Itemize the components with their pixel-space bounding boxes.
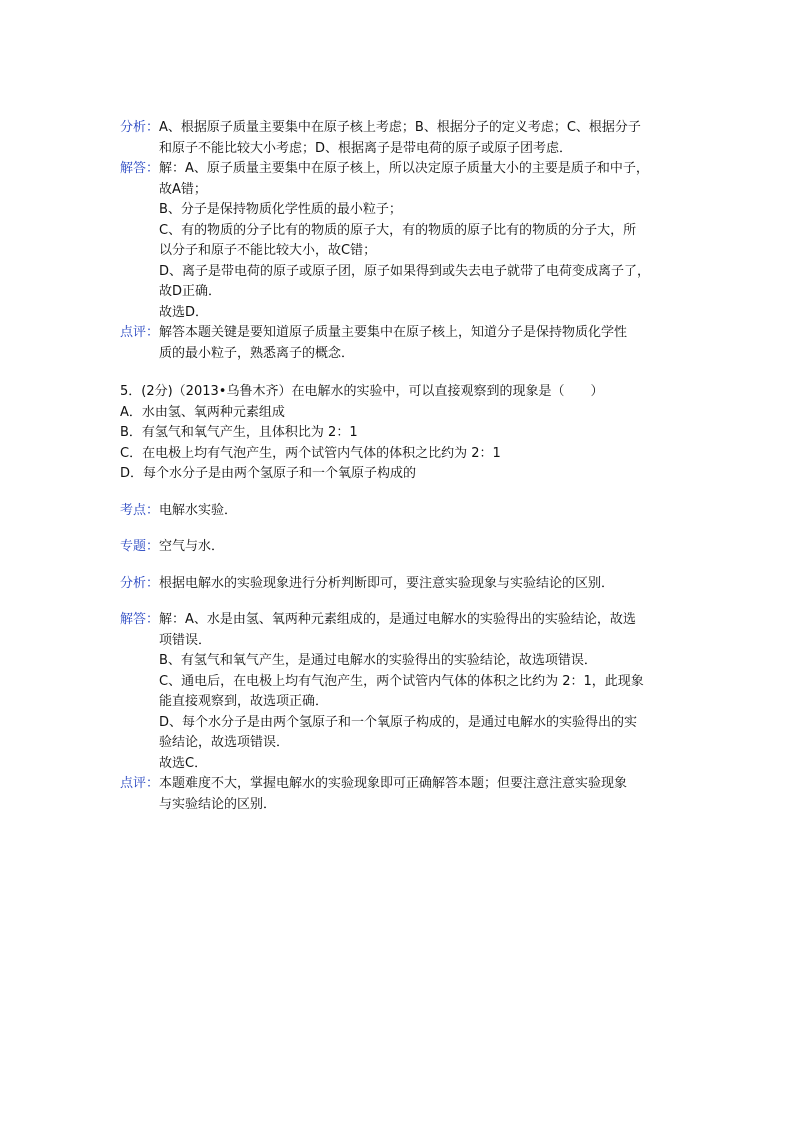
zhuanti-text: 空气与水． (159, 539, 225, 554)
comment-line: 与实验结论的区别． (159, 796, 277, 812)
option-c: C．在电极上均有气泡产生，两个试管内气体的体积之比约为 2：1 (120, 445, 501, 461)
comment-label: 点评： (120, 325, 160, 340)
answer-line: 故A错； (159, 181, 207, 197)
zhuanti-label: 专题： (120, 539, 160, 554)
option-b: B．有氢气和氧气产生，且体积比为 2：1 (120, 425, 358, 440)
option-a: A．水由氢、氧两种元素组成 (120, 404, 285, 420)
analysis-label: 分析： (120, 120, 160, 135)
comment-line: 质的最小粒子，熟悉离子的概念． (159, 345, 355, 361)
analysis-line: 根据电解水的实验现象进行分析判断即可，要注意实验现象与实验结论的区别． (159, 575, 615, 591)
answer-label: 解答： (120, 161, 160, 176)
answer-line: B、有氢气和氧气产生，是通过电解水的实验得出的实验结论，故选项错误． (159, 653, 597, 668)
answer-line: B、分子是保持物质化学性质的最小粒子； (159, 202, 402, 217)
answer-line: 解：A、原子质量主要集中在原子核上，所以决定原子质量大小的主要是质子和中子， (159, 161, 649, 176)
kaodian-text: 电解水实验． (159, 502, 238, 518)
question-5 (120, 382, 680, 485)
comment-line: 解答本题关键是要知道原子质量主要集中在原子核上，知道分子是保持物质化学性 (159, 325, 628, 340)
answer-line: C、有的物质的分子比有的物质的原子大，有的物质的原子比有的物质的分子大，所 (159, 222, 637, 238)
answer-line: 故D正确． (159, 284, 222, 299)
answer-section-2 (120, 610, 680, 774)
comment-section-2 (120, 774, 680, 815)
analysis-section-1 (120, 118, 680, 159)
answer-line: D、每个水分子是由两个氢原子和一个氧原子构成的，是通过电解水的实验得出的实 (159, 714, 638, 730)
answer-line: 故选D． (159, 304, 209, 320)
kaodian-label: 考点： (120, 502, 160, 518)
comment-section-1 (120, 323, 680, 364)
answer-line: 解：A、水是由氢、氧两种元素组成的，是通过电解水的实验得出的实验结论，故选 (159, 612, 636, 627)
answer-label: 解答： (120, 612, 160, 627)
answer-line: C、通电后，在电极上均有气泡产生，两个试管内气体的体积之比约为 2：1，此现象 (159, 673, 644, 689)
answer-line: 能直接观察到，故选项正确． (159, 694, 329, 709)
analysis-section-2 (120, 574, 680, 595)
analysis-label: 分析： (120, 575, 160, 591)
answer-line: 项错误． (159, 632, 212, 648)
analysis-line: A、根据原子质量主要集中在原子核上考虑；B、根据分子的定义考虑；C、根据分子 (159, 120, 641, 135)
answer-section-1 (120, 159, 680, 323)
question-stem: 5．(2分)（2013•乌鲁木齐）在电解水的实验中，可以直接观察到的现象是（ ） (120, 384, 604, 399)
answer-line: D、离子是带电荷的原子或原子团，原子如果得到或失去电子就带了电荷变成离子了， (159, 263, 651, 279)
comment-line: 本题难度不大，掌握电解水的实验现象即可正确解答本题；但要注意注意实验现象 (159, 776, 628, 791)
kaodian-section (120, 501, 680, 522)
zhuanti-section (120, 537, 680, 558)
answer-line: 以分子和原子不能比较大小，故C错； (159, 243, 377, 258)
answer-line: 验结论，故选项错误． (159, 735, 290, 750)
comment-label: 点评： (120, 776, 160, 791)
document-page (120, 118, 680, 815)
option-d: D．每个水分子是由两个氢原子和一个氧原子构成的 (120, 466, 417, 481)
analysis-line: 和原子不能比较大小考虑；D、根据离子是带电荷的原子或原子团考虑． (159, 140, 573, 156)
answer-line: 故选C． (159, 755, 208, 771)
